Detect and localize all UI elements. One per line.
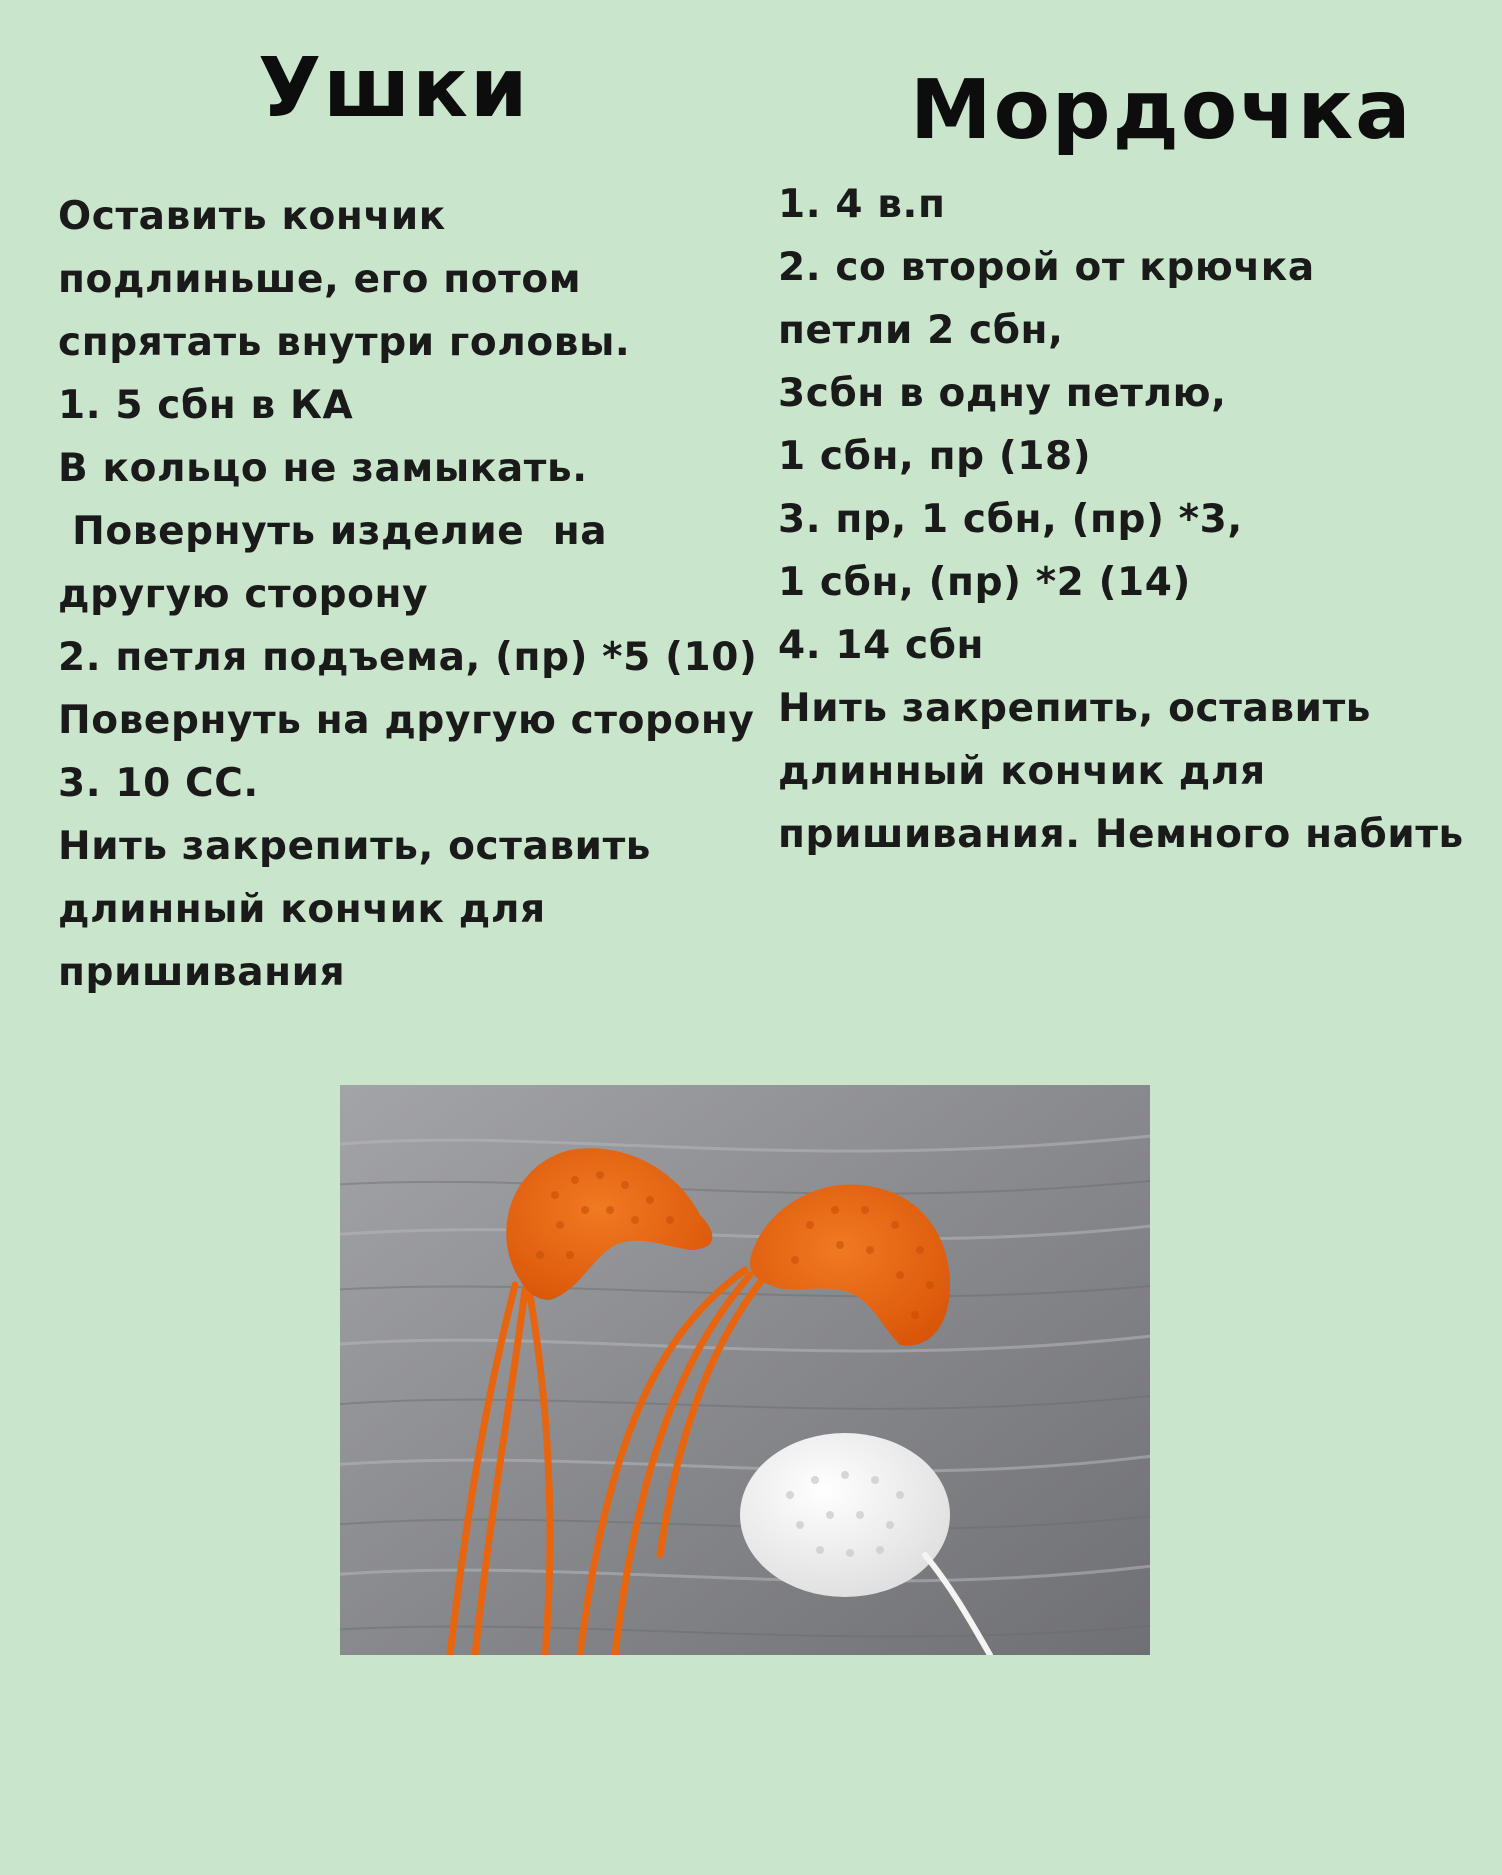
instruction-line: Повернуть на другую сторону bbox=[58, 698, 755, 743]
instruction-line: другую сторону bbox=[58, 572, 429, 617]
instruction-line: В кольцо не замыкать. bbox=[58, 446, 588, 491]
muzzle-section-title: Мордочка bbox=[910, 63, 1413, 158]
instruction-line: Нить закрепить, оставить bbox=[58, 824, 652, 869]
instruction-line: петли 2 сбн, bbox=[778, 308, 1064, 353]
ears-section-title: Ушки bbox=[258, 41, 530, 136]
muzzle-instructions bbox=[778, 173, 1498, 866]
instruction-line: 1. 5 сбн в КА bbox=[58, 383, 354, 428]
instruction-line: 1 сбн, пр (18) bbox=[778, 434, 1092, 479]
instruction-line: пришивания. Немного набить bbox=[778, 812, 1464, 857]
instruction-line: спрятать внутри головы. bbox=[58, 320, 631, 365]
instruction-line: 1 сбн, (пр) *2 (14) bbox=[778, 560, 1191, 605]
instruction-line: пришивания bbox=[58, 950, 346, 995]
instruction-line: Оставить кончик bbox=[58, 194, 446, 239]
crochet-ears-muzzle-photo bbox=[340, 1085, 1150, 1655]
instruction-line: 3сбн в одну петлю, bbox=[778, 371, 1227, 416]
instruction-line: Нить закрепить, оставить bbox=[778, 686, 1372, 731]
instruction-line: 1. 4 в.п bbox=[778, 182, 946, 227]
instruction-line: 2. петля подъема, (пр) *5 (10) bbox=[58, 635, 758, 680]
instruction-line: 3. 10 СС. bbox=[58, 761, 259, 806]
ears-instructions bbox=[58, 185, 758, 1004]
instruction-line: Повернуть изделие на bbox=[58, 509, 608, 554]
instruction-line: 4. 14 сбн bbox=[778, 623, 985, 668]
instruction-line: 2. со второй от крючка bbox=[778, 245, 1315, 290]
instruction-line: длинный кончик для bbox=[58, 887, 546, 932]
instruction-line: длинный кончик для bbox=[778, 749, 1266, 794]
instruction-line: подлиньше, его потом bbox=[58, 257, 582, 302]
instruction-line: 3. пр, 1 сбн, (пр) *3, bbox=[778, 497, 1243, 542]
